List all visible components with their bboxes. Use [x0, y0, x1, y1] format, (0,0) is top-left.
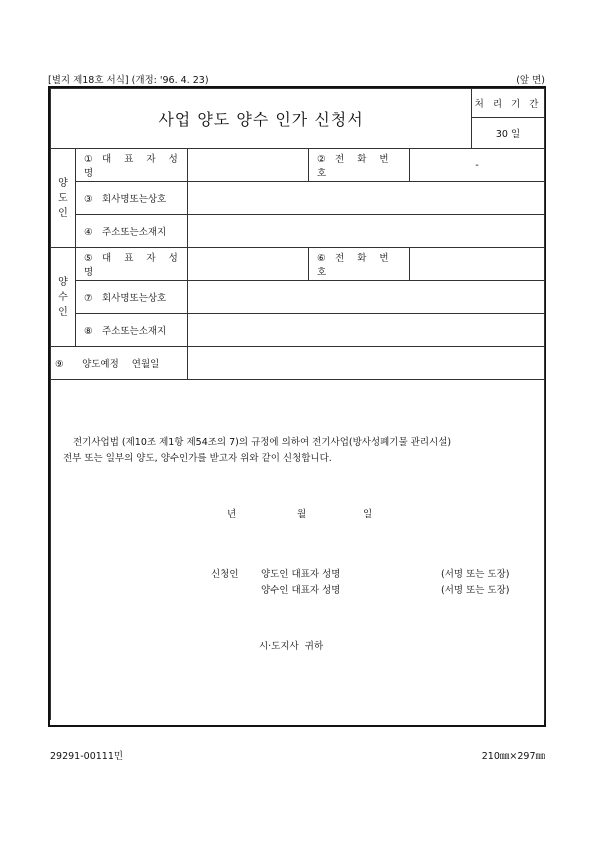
statement-text — [63, 435, 534, 467]
statement-line-1: 전기사업법 (제10조 제1항 제54조의 7)의 규정에 의하여 전기사업(방사성폐기물 관리시설) — [73, 437, 452, 448]
transferor-company-field[interactable] — [188, 182, 545, 215]
transferee-company-label: ⑦ 회사명또는상호 — [76, 281, 188, 314]
date-month: 월 — [297, 509, 307, 520]
transferee-group-label: 양 수 인 — [51, 248, 76, 347]
application-form — [48, 86, 546, 727]
transferor-rep-name-field[interactable] — [188, 149, 309, 182]
transferee-phone-field[interactable] — [410, 248, 545, 281]
paper-size: 210㎜×297㎜ — [481, 751, 545, 762]
statement-line-2: 전부 또는 일부의 양도, 양수인가를 받고자 위와 같이 신청합니다. — [63, 453, 332, 464]
transferor-stamp-label: (서명 또는 도장) — [441, 569, 510, 580]
form-code: 29291-00111민 — [50, 751, 124, 762]
form-id: [별지 제18호 서식] (개정: '96. 4. 23) — [48, 75, 209, 86]
statement-area — [51, 380, 545, 720]
transferee-rep-name-label: ⑤ 대 표 자 성 명 — [76, 248, 188, 281]
transferor-company-label: ③ 회사명또는상호 — [76, 182, 188, 215]
date-day: 일 — [363, 509, 373, 520]
transfer-date-field[interactable] — [188, 347, 545, 380]
transferee-rep-name-field[interactable] — [188, 248, 309, 281]
transferor-phone-field[interactable]: - — [410, 149, 545, 182]
transferor-phone-label: ② 전 화 번 호 — [309, 149, 410, 182]
processing-period-value: 30 일 — [472, 118, 545, 149]
transferor-rep-name-label: ① 대 표 자 성 명 — [76, 149, 188, 182]
transferee-stamp-label: (서명 또는 도장) — [441, 585, 510, 596]
transferor-signature-label: 양도인 대표자 성명 — [261, 569, 341, 580]
transferor-address-field[interactable] — [188, 215, 545, 248]
page-side-label: (앞 면) — [516, 75, 545, 86]
applicant-label: 신청인 — [211, 569, 239, 580]
transferee-company-field[interactable] — [188, 281, 545, 314]
transfer-date-label: ⑨ 양도예정 연월일 — [51, 347, 188, 380]
transferee-phone-label: ⑥ 전 화 번 호 — [309, 248, 410, 281]
addressee: 시·도지사 귀하 — [259, 641, 324, 652]
transferee-signature-label: 양수인 대표자 성명 — [261, 585, 341, 596]
transferor-address-label: ④ 주소또는소재지 — [76, 215, 188, 248]
transferee-address-field[interactable] — [188, 314, 545, 347]
form-table — [50, 88, 545, 720]
transferee-address-label: ⑧ 주소또는소재지 — [76, 314, 188, 347]
transferor-group-label: 양 도 인 — [51, 149, 76, 248]
processing-period-label: 처 리 기 간 — [472, 89, 545, 118]
form-title: 사업 양도 양수 인가 신청서 — [51, 89, 472, 149]
date-year: 년 — [227, 509, 237, 520]
